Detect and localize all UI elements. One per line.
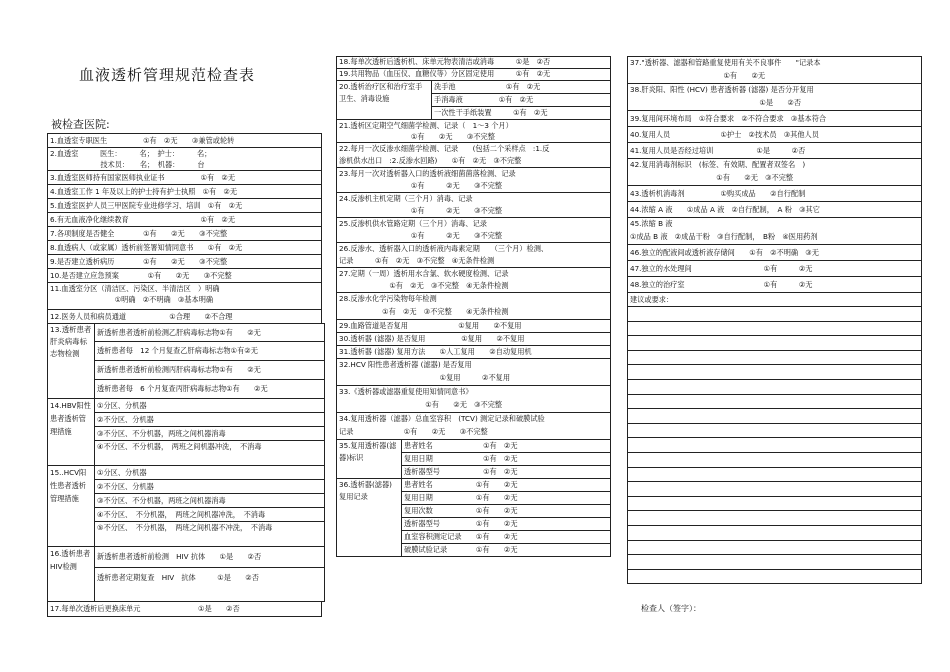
right-item-41: 41.复用人员是否经过培训 ①是 ②否: [628, 143, 922, 159]
middle-column: [336, 56, 611, 557]
g15-row: ②不分区、分机器: [95, 480, 325, 494]
left-item-10: 10.是否建立应急预案 ①有 ②无 ③不完整: [48, 269, 322, 283]
g16-row: 新透析患者透析前检测 HIV 抗体 ①是 ②否: [95, 547, 325, 568]
middle-table-2: [336, 119, 611, 440]
left-item-7: 7.各项制度是否健全 ①有 ②无 ③不完整: [48, 227, 322, 241]
item-36-row: 血室容积测定记录 ①有 ②无: [402, 531, 611, 544]
right-item-44: 44.浓缩 A 液 ①成品 A 液 ②自行配制， A 粉 ③其它: [628, 202, 922, 218]
hospital-label: 被检查医院:: [51, 118, 110, 131]
item-36-row: 复用日期 ①有 ②无: [402, 492, 611, 505]
item-36-row: 破膜试验记录 ①有 ②无: [402, 544, 611, 557]
blank-line[interactable]: [628, 569, 922, 584]
item-34: 34.复用透析器（滤器）总血室容积 (TCV) 测定记录和破膜试验 记录 ①有 ②无 ③不完整: [337, 413, 611, 440]
blank-line[interactable]: [628, 394, 922, 409]
left-item-5: 5.血透室医护人员三甲医院专业进修学习、培训 ①有 ②无: [48, 199, 322, 213]
item-36-row: 复用次数 ①有 ②无: [402, 505, 611, 518]
item-20-row: 一次性干手纸装置 ①有 ②无: [432, 107, 611, 120]
item-17-text: 17.每单次透析后更换床单元 ①是 ②否: [48, 602, 322, 617]
item-22: 22.每月一次反渗水细菌学检测、记录 (包括二个采样点 :1.反 渗机供水出口 :2.反渗水回路) ①有 ②无 ③不完整: [337, 143, 611, 168]
group-16-label: 16.透析患者HIV检测: [48, 547, 95, 602]
item-31: 31.透析器 (滤器) 复用方法 ①人工复用 ②自动复用机: [337, 346, 611, 359]
blank-line[interactable]: [628, 496, 922, 511]
item-20-row: 手消毒液 ①有 ②无: [432, 94, 611, 107]
g15-row: ⑤不分区、 不分机器， 两班之间机器不冲洗， 不消毒: [95, 522, 325, 547]
suggestion-label: 建议或要求：: [628, 293, 922, 307]
item-28: 28.反渗水化学污染物每年检测 ①有 ②无 ③不完整 ④无条件检测: [337, 293, 611, 320]
item-26: 26.反渗水、透析器入口的透析液内毒素定期 （三个月）检测、 记录 ①有 ②无 ③不完整 ④无条件检测: [337, 243, 611, 268]
left-item-8: 8.血透病人（或家属）透析前签署知情同意书 ①有 ②无: [48, 241, 322, 255]
right-item-47: 47.独立的水处理间 ①有 ②无: [628, 261, 922, 277]
group-16: [47, 546, 325, 602]
blank-line[interactable]: [628, 409, 922, 424]
group-13: [47, 323, 325, 399]
right-column: [627, 56, 922, 584]
item-25: 25.反渗机供水管路定期（三个月）消毒、记录 ①有 ②无 ③不完整: [337, 218, 611, 243]
item-35-row: 复用日期 ①有 ②无: [402, 453, 611, 466]
item-35-label: 35.复用透析器(滤器)标识: [337, 440, 402, 479]
item-18: 18.每单次透析后透析机、床单元物表清洁或消毒 ①是 ②否: [337, 57, 611, 69]
item-23: 23.每月一次对透析器入口的透析液细菌菌落检测、记录 ①有 ②无 ③不完整: [337, 168, 611, 193]
g14-row: ④不分区、不分机器， 两班之间机器冲洗， 不消毒: [95, 441, 325, 466]
right-item-45: 45.浓缩 B 液 ①成品 B 液 ②成品干粉 ③自行配制， B粉 ④医用药剂: [628, 218, 922, 245]
left-column: [47, 133, 322, 617]
blank-line[interactable]: [628, 438, 922, 453]
item-24: 24.反渗机主机定期（三个月）消毒、记录 ①有 ②无 ③不完整: [337, 193, 611, 218]
item-35-row: 患者姓名 ①有 ②无: [402, 440, 611, 453]
blank-line[interactable]: [628, 321, 922, 336]
group-14: [47, 398, 325, 466]
signature-label: 检查人（签字）：: [641, 604, 701, 613]
g14-row: ③不分区、不分机器，两班之间机器消毒: [95, 427, 325, 441]
blank-line[interactable]: [628, 452, 922, 467]
item-36-row: 透析器型号 ①有 ②无: [402, 518, 611, 531]
blank-line[interactable]: [628, 379, 922, 394]
g14-row: ②不分区、分机器: [95, 413, 325, 427]
left-item-3: 3.血透室医师持有国家医师执业证书 ①有 ②无: [48, 171, 322, 185]
item-33: 33.《透析器或滤器重复使用知情同意书》 ①有 ②无 ③不完整: [337, 386, 611, 413]
left-item-2: 2.血透室 医生： 名； 护士： 名； 技术员： 名； 机器： 台: [48, 148, 322, 171]
left-item-4: 4.血透室工作 1 年及以上的护士持有护士执照 ①有 ②无: [48, 185, 322, 199]
item-27: 27.定期（一周）透析用水含氯、软水硬度检测、记录 ①有 ②无 ③不完整 ④无条件检测: [337, 268, 611, 293]
right-item-38: 38.肝炎阳、阳性 (HCV) 患者透析器 (滤器) 是否分开复用 ①是 ②否: [628, 84, 922, 111]
g13-row: 新透析患者透析前检测丙肝病毒标志物①有 ②无: [95, 361, 325, 380]
right-item-48: 48.独立的治疗室 ①有 ②无: [628, 277, 922, 293]
item-19: 19.共用物品（血压仪、血糖仪等）分区固定使用 ①有 ②无: [337, 69, 611, 81]
left-item-9: 9.是否建立透析病历 ①有 ②无 ③不完整: [48, 255, 322, 269]
g13-row: 新透析患者透析前检测乙肝病毒标志物①有 ②无: [95, 324, 325, 342]
blank-line[interactable]: [628, 307, 922, 322]
g14-row: ①分区、分机器: [95, 399, 325, 413]
blank-line[interactable]: [628, 336, 922, 351]
item-36-row: 患者姓名 ①有 ②无: [402, 479, 611, 492]
g15-row: ④不分区、 不分机器， 两班之间机器冲洗， 不消毒: [95, 508, 325, 522]
item-20: [336, 80, 611, 120]
item-35-row: 透析器型号 ①有 ②无: [402, 466, 611, 479]
left-item-1: 1.血透室专职医生 ①有 ②无 ③兼管或轮转: [48, 134, 322, 148]
blank-line[interactable]: [628, 540, 922, 555]
item-30: 30.透析器 (滤器) 是否复用 ①复用 ②不复用: [337, 333, 611, 346]
blank-line[interactable]: [628, 555, 922, 570]
g15-row: ①分区、分机器: [95, 466, 325, 480]
group-15-label: 15..HCV阳性患者透析管理措施: [48, 466, 95, 547]
blank-line[interactable]: [628, 365, 922, 380]
item-20-label: 20.透析治疗区和治疗室手卫生、消毒设施: [337, 81, 432, 120]
g13-row: 透析患者每 12 个月复查乙肝病毒标志物①有②无: [95, 342, 325, 361]
right-item-37: 37."透析器、滤器和管路重复使用有关不良事件 "记录本 ①有 ②无: [628, 57, 922, 84]
right-item-42: 42.复用消毒剂标识 (标签、有效期、配置者双签名 ) ①有 ②无 ③不完整: [628, 159, 922, 186]
g16-row: 透析患者定期复查 HIV 抗体 ①是 ②否: [95, 568, 325, 602]
group-14-label: 14.HBV阳性患者透析管理措施: [48, 399, 95, 466]
item-21: 21.透析区定期空气细菌学检测、记录（ 1～3 个月） ①有 ②无 ③不完整: [337, 120, 611, 143]
left-item-6: 6.有无血液净化继续教育 ①有 ②无: [48, 213, 322, 227]
right-table: [627, 56, 922, 293]
right-item-39: 39.复用间环境布局 ①符合要求 ②不符合要求 ③基本符合: [628, 111, 922, 127]
blank-line[interactable]: [628, 482, 922, 497]
page-title: 血液透析管理规范检查表: [78, 66, 255, 84]
right-item-43: 43.透析机消毒剂 ①购买成品 ②自行配制: [628, 186, 922, 202]
left-item-11: 11.血透室分区（清洁区、污染区、半清洁区 ）明确 ①明确 ②不明确 ③基本明确: [48, 283, 322, 310]
right-item-40: 40.复用人员 ①护士 ②技术员 ③其他人员: [628, 127, 922, 143]
blank-line[interactable]: [628, 525, 922, 540]
blank-line[interactable]: [628, 423, 922, 438]
item-29: 29.血路管道是否复用 ①复用 ②不复用: [337, 320, 611, 333]
g13-row: 透析患者每 6 个月复查丙肝病毒标志物①有 ②无: [95, 380, 325, 399]
group-13-label: 13.透析患者肝炎病毒标志物检测: [48, 324, 95, 399]
left-table: [47, 133, 322, 324]
left-item-12: 12.医务人员和病员通道 ①合理 ②不合理: [48, 310, 322, 324]
middle-table: [336, 56, 611, 81]
item-17: [47, 601, 322, 617]
suggestion-box: [627, 292, 922, 584]
item-32: 32.HCV 阳性患者透析器 (滤器) 是否复用 ①复用 ②不复用: [337, 359, 611, 386]
blank-line[interactable]: [628, 350, 922, 365]
group-15: [47, 465, 325, 547]
item-35: [336, 439, 611, 479]
item-36-label: 36.透析器(滤器)复用记录: [337, 479, 402, 557]
blank-line[interactable]: [628, 511, 922, 526]
item-36: [336, 478, 611, 557]
item-20-row: 洗手池 ①有 ②无: [432, 81, 611, 94]
g15-row: ③不分区、不分机器，两班之间机器消毒: [95, 494, 325, 508]
blank-line[interactable]: [628, 467, 922, 482]
right-item-46: 46.独立的配液间或透析液存储间 ①有 ②不明确 ③无: [628, 245, 922, 261]
